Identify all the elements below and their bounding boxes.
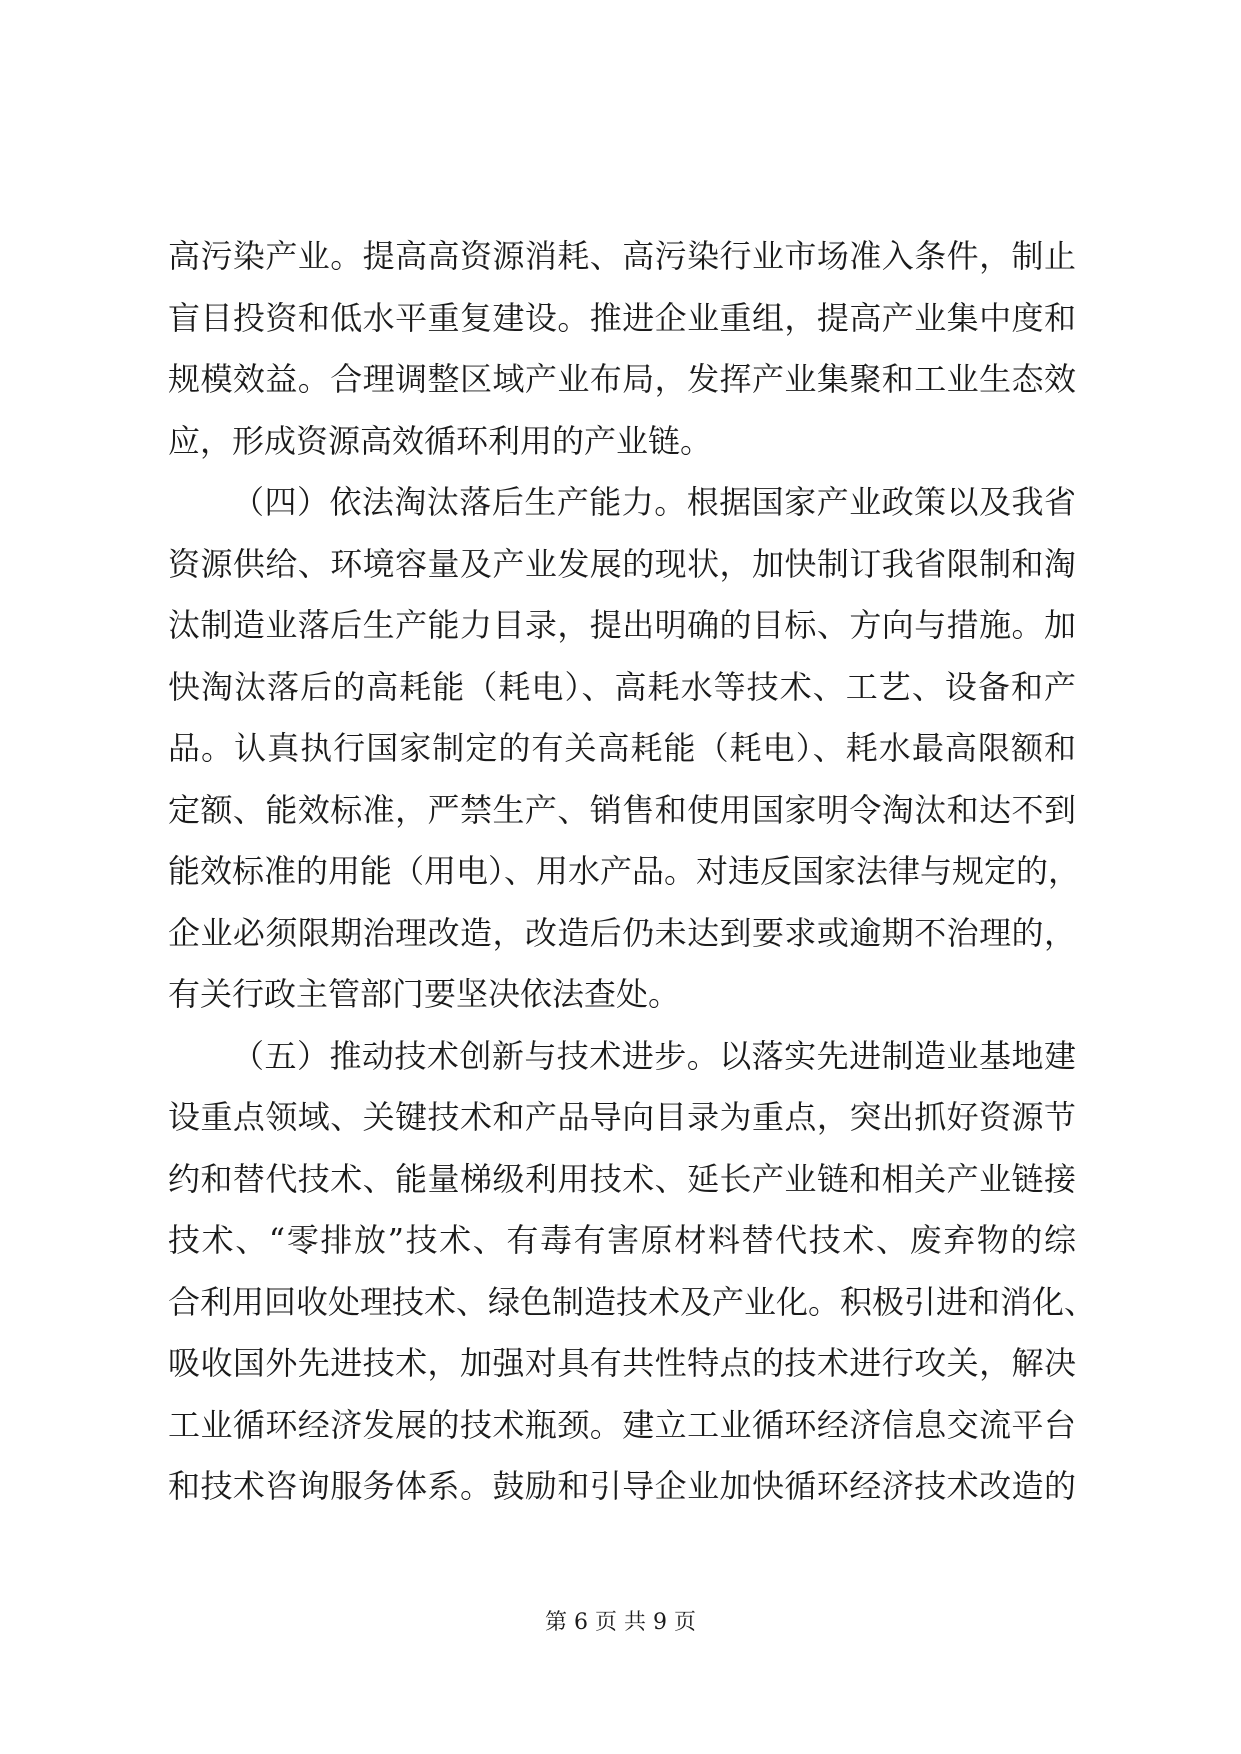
text-line: 吸收国外先进技术，加强对具有共性特点的技术进行攻关，解决 (168, 1344, 1076, 1382)
body-text (168, 226, 1097, 1518)
text-line: 资源供给、环境容量及产业发展的现状，加快制订我省限制和淘 (168, 544, 1076, 583)
text-line: 和技术咨询服务体系。鼓励和引导企业加快循环经济技术改造的 (168, 1467, 1076, 1505)
text-line: 定额、能效标准，严禁生产、销售和使用国家明令淘汰和达不到 (168, 790, 1076, 829)
page-number-footer: 第 6 页 共 9 页 (545, 1610, 696, 1635)
paragraph-heading-line: （五）推动技术创新与技术进步。以落实先进制造业基地建 (232, 1036, 1076, 1075)
text-line: 设重点领域、关键技术和产品导向目录为重点，突出抓好资源节 (168, 1098, 1076, 1136)
text-line: 工业循环经济发展的技术瓶颈。建立工业循环经济信息交流平台 (168, 1405, 1076, 1444)
text-line: 约和替代技术、能量梯级利用技术、延长产业链和相关产业链接 (168, 1159, 1076, 1198)
text-line: 企业必须限期治理改造，改造后仍未达到要求或逾期不治理的， (168, 913, 1076, 952)
text-line: 应，形成资源高效循环利用的产业链。 (168, 421, 713, 460)
text-line: 合利用回收处理技术、绿色制造技术及产业化。积极引进和消化、 (168, 1282, 1097, 1321)
text-line: 能效标准的用能（用电）、用水产品。对违反国家法律与规定的， (168, 852, 1081, 890)
text-line: 品。认真执行国家制定的有关高耗能（耗电）、耗水最高限额和 (168, 729, 1076, 767)
text-line: 规模效益。合理调整区域产业布局，发挥产业集聚和工业生态效 (168, 360, 1076, 398)
text-line: 汰制造业落后生产能力目录，提出明确的目标、方向与措施。加 (168, 606, 1076, 644)
text-line: 盲目投资和低水平重复建设。推进企业重组，提高产业集中度和 (168, 298, 1076, 337)
text-line: 技术、“零排放”技术、有毒有害原材料替代技术、废弃物的综 (168, 1221, 1076, 1259)
paragraph-heading-line: （四）依法淘汰落后生产能力。根据国家产业政策以及我省 (232, 483, 1076, 521)
text-line: 快淘汰落后的高耗能（耗电）、高耗水等技术、工艺、设备和产 (168, 667, 1076, 706)
text-line: 高污染产业。提高高资源消耗、高污染行业市场准入条件，制止 (168, 237, 1076, 275)
text-line: 有关行政主管部门要坚决依法查处。 (168, 975, 681, 1013)
